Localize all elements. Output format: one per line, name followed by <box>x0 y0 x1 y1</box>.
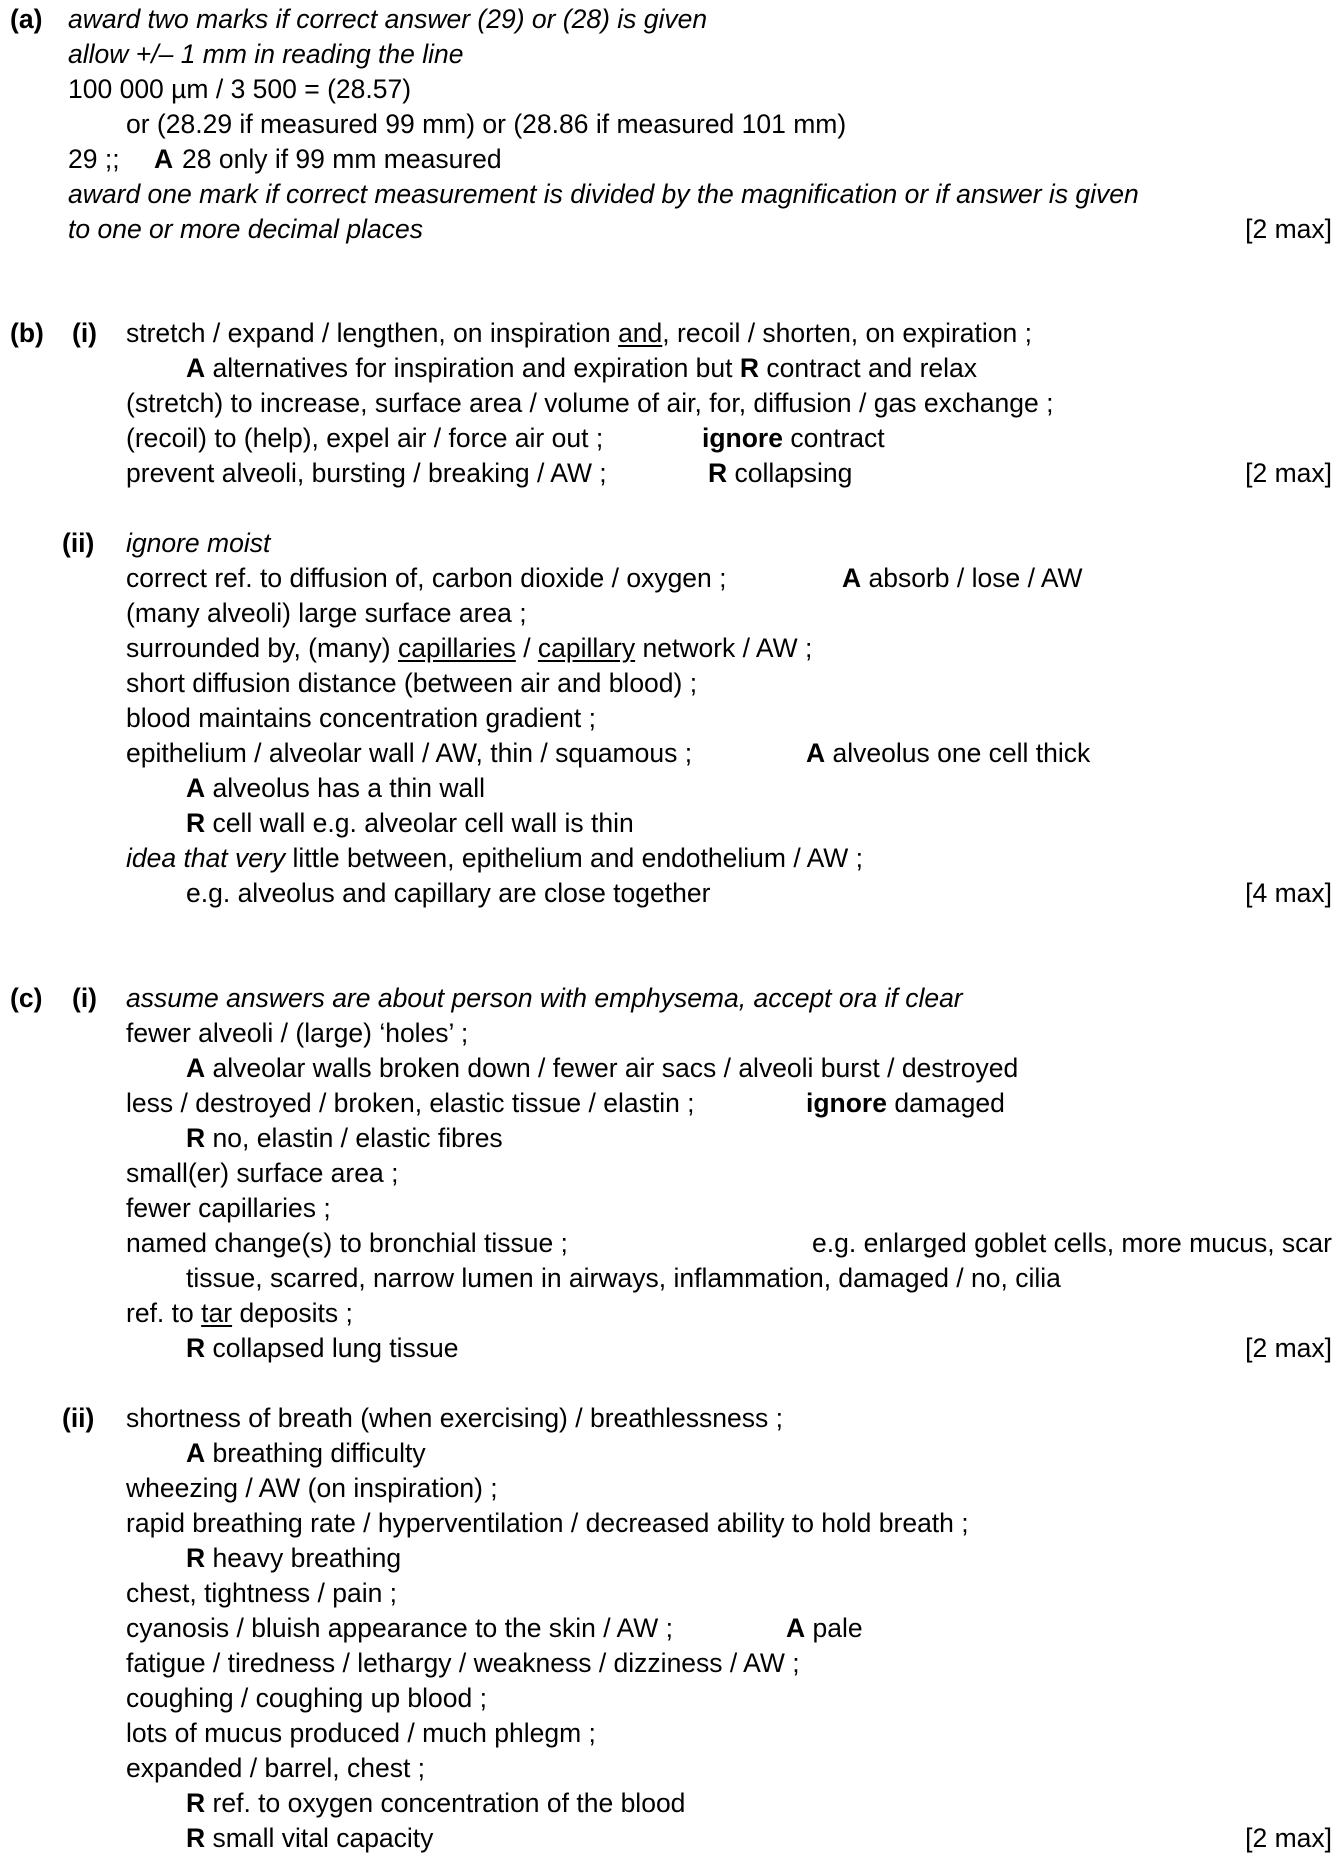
c-ii-line-6 <box>0 1576 1338 1612</box>
a-accept-code: A <box>154 144 174 174</box>
b-ii-line-3 <box>0 596 1338 632</box>
b-ii-text-10: idea that very little between, epithelium and endothelium / AW ; <box>126 843 864 873</box>
a-text-7: to one or more decimal places <box>68 214 423 244</box>
part-c-i-label: (i) <box>72 983 98 1013</box>
a-mark: [2 max] <box>1245 214 1332 244</box>
part-a-label: (a) <box>10 4 43 34</box>
c-i-line-9 <box>0 1261 1338 1297</box>
b-ii-text-7: epithelium / alveolar wall / AW, thin / squamous ; <box>126 738 693 768</box>
b-ii-mark: [4 max] <box>1245 878 1332 908</box>
c-i-text-4: less / destroyed / broken, elastic tissue / elastin ; <box>126 1088 695 1118</box>
c-ii-line-13 <box>0 1821 1338 1857</box>
a-line-1 <box>0 2 1338 38</box>
a-line-5 <box>0 142 1338 178</box>
c-i-text-9: tissue, scarred, narrow lumen in airways, inflammation, damaged / no, cilia <box>186 1263 1061 1293</box>
b-i-text-4: (recoil) to (help), expel air / force air out ; <box>126 423 604 453</box>
c-ii-text-10: lots of mucus produced / much phlegm ; <box>126 1718 596 1748</box>
c-i-line-10 <box>0 1296 1338 1332</box>
c-i-text-7: fewer capillaries ; <box>126 1193 331 1223</box>
c-i-line-5 <box>0 1121 1338 1157</box>
c-ii-line-12 <box>0 1786 1338 1822</box>
part-c-ii-label: (ii) <box>62 1403 95 1433</box>
c-ii-line-4 <box>0 1506 1338 1542</box>
c-i-line-6 <box>0 1156 1338 1192</box>
b-i-text-1: stretch / expand / lengthen, on inspiration and, recoil / shorten, on expiration ; <box>126 318 1033 348</box>
c-ii-text-12: R ref. to oxygen concentration of the blood <box>186 1788 686 1818</box>
a-line-3 <box>0 72 1338 108</box>
c-ii-line-3 <box>0 1471 1338 1507</box>
c-i-line-8 <box>0 1226 1338 1262</box>
b-ii-text-9: R cell wall e.g. alveolar cell wall is thin <box>186 808 634 838</box>
c-ii-text-13: R small vital capacity <box>186 1823 434 1853</box>
c-ii-accept-7: A pale <box>786 1613 863 1643</box>
b-ii-text-1: ignore moist <box>126 528 271 558</box>
c-ii-line-5 <box>0 1541 1338 1577</box>
c-ii-line-8 <box>0 1646 1338 1682</box>
b-i-line-1 <box>0 316 1338 352</box>
part-b-i-label: (i) <box>72 318 98 348</box>
b-i-text-2: A alternatives for inspiration and expiration but R contract and relax <box>186 353 978 383</box>
b-i-ignore: ignore contract <box>702 423 885 453</box>
b-ii-accept-2: A absorb / lose / AW <box>842 563 1083 593</box>
c-ii-text-6: chest, tightness / pain ; <box>126 1578 398 1608</box>
c-ii-text-7: cyanosis / bluish appearance to the skin / AW ; <box>126 1613 673 1643</box>
a-text-1: award two marks if correct answer (29) or (28) is given <box>68 4 708 34</box>
c-ii-text-2: A breathing difficulty <box>186 1438 426 1468</box>
c-i-text-5: R no, elastin / elastic fibres <box>186 1123 503 1153</box>
a-line-7 <box>0 212 1338 248</box>
c-i-mark: [2 max] <box>1245 1333 1332 1363</box>
c-ii-line-10 <box>0 1716 1338 1752</box>
b-ii-line-5 <box>0 666 1338 702</box>
b-ii-line-1 <box>0 526 1338 562</box>
c-i-text-10: ref. to tar deposits ; <box>126 1298 353 1328</box>
b-ii-text-4: surrounded by, (many) capillaries / capillary network / AW ; <box>126 633 813 663</box>
c-ii-line-7 <box>0 1611 1338 1647</box>
b-ii-line-9 <box>0 806 1338 842</box>
c-ii-text-9: coughing / coughing up blood ; <box>126 1683 487 1713</box>
part-b-ii-label: (ii) <box>62 528 95 558</box>
c-i-text-1: assume answers are about person with emphysema, accept ora if clear <box>126 983 963 1013</box>
b-ii-text-3: (many alveoli) large surface area ; <box>126 598 527 628</box>
b-ii-text-2: correct ref. to diffusion of, carbon dioxide / oxygen ; <box>126 563 727 593</box>
b-ii-line-4 <box>0 631 1338 667</box>
c-ii-line-1 <box>0 1401 1338 1437</box>
b-ii-text-6: blood maintains concentration gradient ; <box>126 703 596 733</box>
a-line-2 <box>0 37 1338 73</box>
b-ii-line-11 <box>0 876 1338 912</box>
b-i-text-5: prevent alveoli, bursting / breaking / AW ; <box>126 458 607 488</box>
b-ii-line-2 <box>0 561 1338 597</box>
a-answer: 29 ;; <box>68 144 120 174</box>
b-ii-text-11: e.g. alveolus and capillary are close together <box>186 878 711 908</box>
a-text-4: or (28.29 if measured 99 mm) or (28.86 if measured 101 mm) <box>126 109 847 139</box>
c-i-line-4 <box>0 1086 1338 1122</box>
b-i-text-3: (stretch) to increase, surface area / volume of air, for, diffusion / gas exchange ; <box>126 388 1054 418</box>
b-ii-accept-7: A alveolus one cell thick <box>806 738 1091 768</box>
b-i-line-3 <box>0 386 1338 422</box>
c-i-line-1 <box>0 981 1338 1017</box>
c-i-line-2 <box>0 1016 1338 1052</box>
c-ii-mark: [2 max] <box>1245 1823 1332 1853</box>
c-ii-text-3: wheezing / AW (on inspiration) ; <box>126 1473 498 1503</box>
b-ii-line-8 <box>0 771 1338 807</box>
c-i-text-3: A alveolar walls broken down / fewer air sacs / alveoli burst / destroyed <box>186 1053 1019 1083</box>
a-text-3: 100 000 µm / 3 500 = (28.57) <box>68 74 412 104</box>
b-i-line-4 <box>0 421 1338 457</box>
c-i-line-3 <box>0 1051 1338 1087</box>
b-i-reject: R collapsing <box>708 458 853 488</box>
b-i-line-2 <box>0 351 1338 387</box>
c-i-line-7 <box>0 1191 1338 1227</box>
c-ii-line-9 <box>0 1681 1338 1717</box>
a-line-6 <box>0 177 1338 213</box>
a-line-4 <box>0 107 1338 143</box>
c-ii-text-5: R heavy breathing <box>186 1543 402 1573</box>
b-ii-line-6 <box>0 701 1338 737</box>
c-ii-line-2 <box>0 1436 1338 1472</box>
c-ii-text-1: shortness of breath (when exercising) / breathlessness ; <box>126 1403 783 1433</box>
c-i-text-2: fewer alveoli / (large) ‘holes’ ; <box>126 1018 469 1048</box>
b-ii-text-8: A alveolus has a thin wall <box>186 773 486 803</box>
part-c-label: (c) <box>10 983 43 1013</box>
c-ii-line-11 <box>0 1751 1338 1787</box>
c-ii-text-8: fatigue / tiredness / lethargy / weakness / dizziness / AW ; <box>126 1648 800 1678</box>
c-i-text-6: small(er) surface area ; <box>126 1158 399 1188</box>
b-ii-line-10 <box>0 841 1338 877</box>
c-i-text-8: named change(s) to bronchial tissue ; <box>126 1228 568 1258</box>
part-b-label: (b) <box>10 318 44 348</box>
a-accept-text: 28 only if 99 mm measured <box>182 144 502 174</box>
c-ii-text-4: rapid breathing rate / hyperventilation / decreased ability to hold breath ; <box>126 1508 969 1538</box>
a-text-2: allow +/– 1 mm in reading the line <box>68 39 464 69</box>
c-ii-text-11: expanded / barrel, chest ; <box>126 1753 426 1783</box>
b-ii-text-5: short diffusion distance (between air and blood) ; <box>126 668 698 698</box>
c-i-example-8: e.g. enlarged goblet cells, more mucus, scar <box>812 1228 1332 1258</box>
b-i-line-5 <box>0 456 1338 492</box>
c-i-ignore: ignore damaged <box>806 1088 1005 1118</box>
b-ii-line-7 <box>0 736 1338 772</box>
c-i-text-11: R collapsed lung tissue <box>186 1333 459 1363</box>
a-text-6: award one mark if correct measurement is divided by the magnification or if answer is given <box>68 179 1139 209</box>
c-i-line-11 <box>0 1331 1338 1367</box>
b-i-mark: [2 max] <box>1245 458 1332 488</box>
